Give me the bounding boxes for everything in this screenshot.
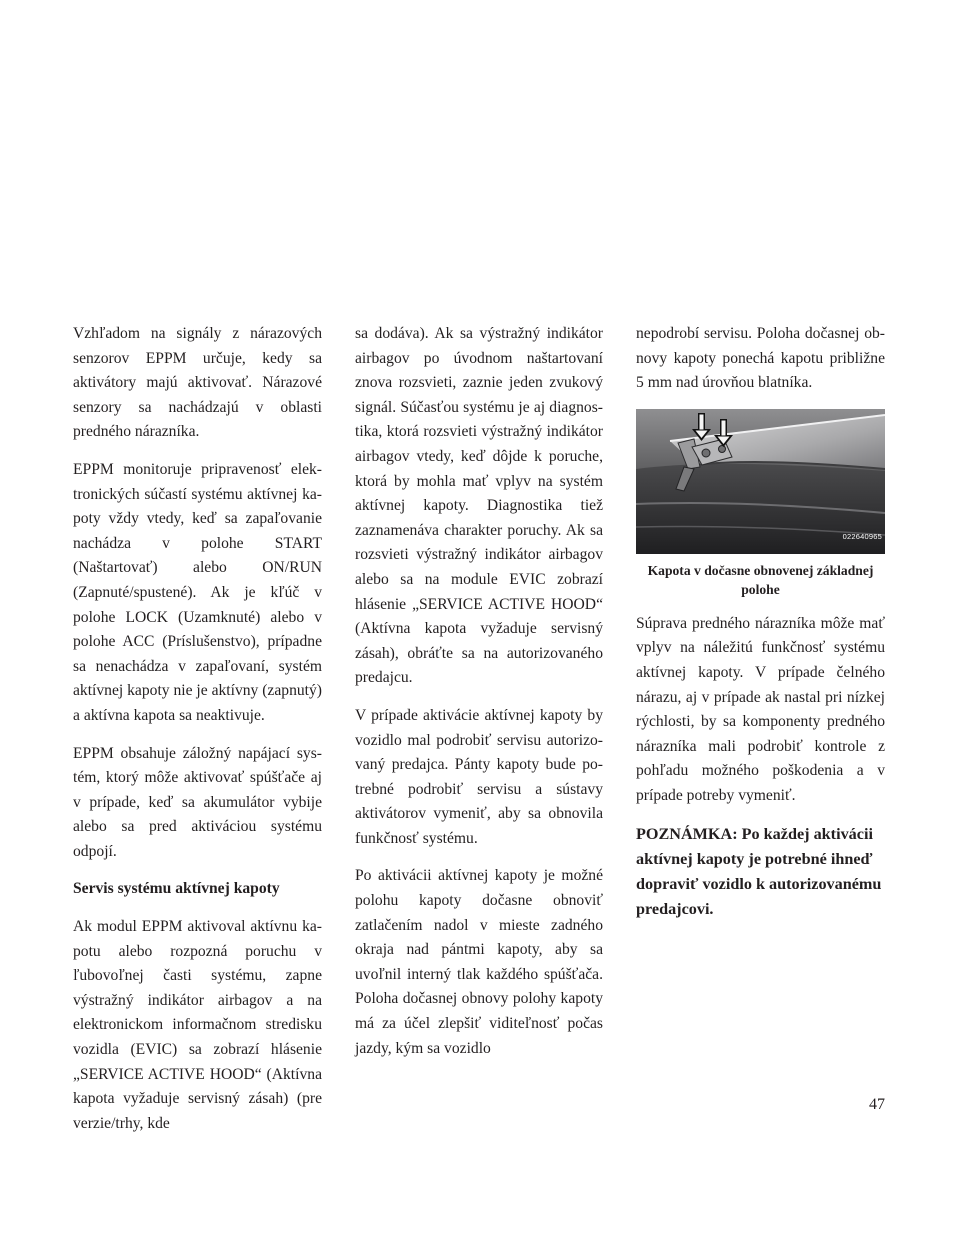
paragraph-bumper-kit: Súprava predného nárazníka môže mať vplyv na náležitú funkčnosť systému aktívnej kapoty. V prípade čelného nárazu, aj v prípade ak nastal pri nízkej rýchlosti, by sa komponenty predného nárazníka mali podrobiť kontrole z pohľadu možného poškodenia a v prípade potreby vymeniť. (636, 614, 885, 804)
paragraph-backup-power: EPPM obsahuje záložný napájací systém, ktorý môže aktivovať spúšťače aj v prípade, keď sa akumulátor vybije alebo sa pred aktiváciou systému odpojí. (73, 744, 322, 860)
page-number: 47 (869, 1096, 885, 1113)
paragraph-temporary-reset: Po aktivácii aktívnej kapoty je možné polohu kapoty dočasne obnoviť zatlačením nadol v mieste zadného okraja nad pántmi kapoty, aby sa uvoľnil interný tlak každého spúšťača. Poloha dočasnej obnovy polohy kapoty má za účel zlepšiť viditeľnosť počas jazdy, kým sa vozidlo (355, 867, 603, 1057)
text-column-middle (355, 322, 603, 1074)
figure-code: 022640965 (842, 532, 882, 542)
note-dealer-visit: POZNÁMKA: Po každej aktivácii aktívnej kapoty je potrebné ihneď dopraviť vozidlo k autorizovanému predajcovi. (636, 824, 882, 918)
text-column-right (636, 322, 885, 935)
paragraph-service-warning: Ak modul EPPM aktivoval aktívnu kapotu alebo rozpozná poruchu v ľubovoľnej časti systému, zapne výstražný indikátor airbagov a na elektronickom informačnom stredisku vozidla (EVIC) sa zobrazí hlásenie „SERVICE ACTIVE HOOD“ (Aktívna kapota vyžaduje servisný zásah) (pre verzie/trhy, kde (73, 918, 322, 1132)
hood-reset-figure (636, 409, 885, 554)
paragraph-eppm-sensors: Vzhľadom na signály z nárazových senzorov EPPM určuje, kedy sa aktivátory majú aktivovať. Nárazové senzory sa nachádzajú v oblasti predného nárazníka. (73, 325, 322, 441)
paragraph-eppm-monitoring: EPPM monitoruje pripravenosť elektronických súčastí systému aktívnej kapoty vždy vtedy, keď sa zapaľovanie nachádza v polohe START (Naštartovať) alebo ON/RUN (Zapnuté/spustené). Ak je kľúč v polohe LOCK (Uzamknuté) alebo v polohe ACC (Príslušenstvo), prípadne sa nenachádza v zapaľovaní, systém aktívnej kapoty nie je aktívny (zapnutý) a aktívna kapota sa neaktivuje. (73, 460, 322, 724)
figure-caption: Kapota v dočasne obnovenej základnej polohe (647, 562, 874, 597)
paragraph-airbag-indicator: sa dodáva). Ak sa výstražný indikátor airbagov po úvodnom naštartovaní znova rozsvieti, zaznie jeden zvukový signál. Súčasťou systému je aj diagnostika, ktorá rozsvieti výstražný indikátor airbagov vtedy, keď dôjde k poruche, ktorá by mohla mať vplyv na systém aktívnej kapoty. Diagnostika tiež zaznamenáva charakter poruchy. Ak sa rozsvieti výstražný indikátor airbagov alebo sa na module EVIC zobrazí hlásenie „SERVICE ACTIVE HOOD“ (Aktívna kapota vyžaduje servisný zásah), obráťte sa na autorizovaného predajcu. (355, 325, 603, 687)
paragraph-reset-height: nepodrobí servisu. Poloha dočasnej obnovy kapoty ponechá kapotu približne 5 mm nad úrovňou blatníka. (636, 325, 885, 392)
text-column-left (73, 322, 322, 1149)
section-heading-active-hood-service: Servis systému aktívnej kapoty (73, 880, 280, 898)
paragraph-dealer-service: V prípade aktivácie aktívnej kapoty by vozidlo mal podrobiť servisu autorizovaný predajca. Pánty kapoty bude potrebné podrobiť servisu a sústavy aktivátorov vymeniť, aby sa obnovila funkčnosť systému. (355, 706, 603, 847)
